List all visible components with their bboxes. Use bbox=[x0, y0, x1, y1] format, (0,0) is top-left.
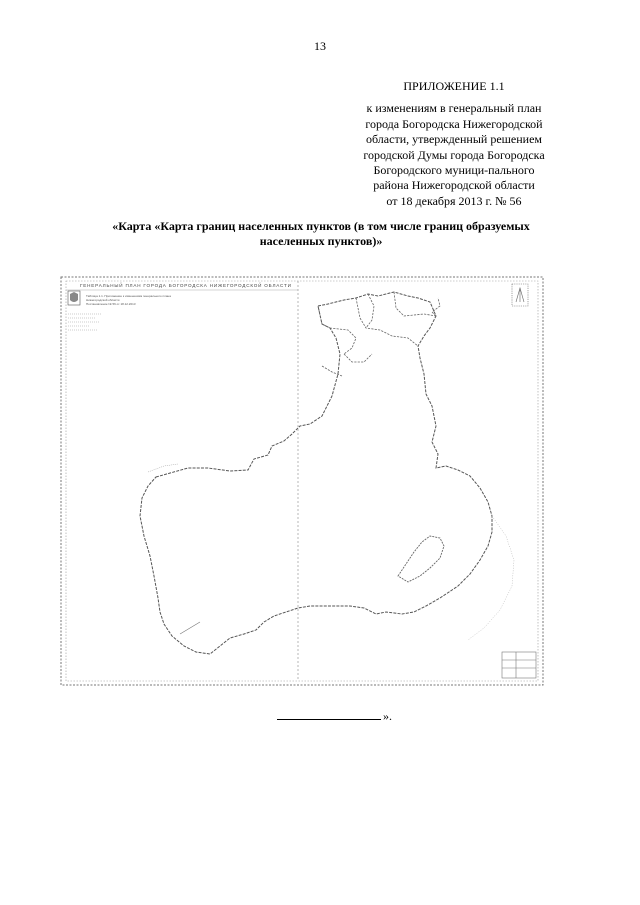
appendix-line: Богородского муници-пального bbox=[373, 163, 535, 178]
appendix-line: области, утвержденный решением bbox=[366, 132, 542, 147]
appendix-line: района Нижегородской области bbox=[373, 178, 535, 193]
appendix-line: к изменениям в генеральный план bbox=[366, 101, 542, 116]
appendix-heading: ПРИЛОЖЕНИЕ 1.1 bbox=[403, 79, 505, 93]
east-dashed-edge bbox=[468, 516, 514, 640]
closing-line bbox=[277, 708, 392, 724]
signature-blank bbox=[277, 708, 381, 720]
document-title-line: «Карта «Карта границ населенных пунктов (в том числе границ образуемых bbox=[112, 219, 530, 233]
map-figure bbox=[60, 276, 544, 686]
map-svg bbox=[60, 276, 544, 686]
map-outer-frame bbox=[61, 277, 543, 685]
river-line bbox=[180, 622, 200, 634]
document-title bbox=[88, 219, 554, 249]
north-arrow-icon bbox=[512, 284, 528, 306]
map-legend-line: Таблица 1.1. Приложение к изменениям генерального плана bbox=[86, 294, 171, 298]
page-number: 13 bbox=[314, 39, 326, 53]
appendix-line: города Богородска Нижегородской bbox=[365, 116, 543, 131]
lake-outline bbox=[398, 536, 444, 582]
appendix-line: городской Думы города Богородска bbox=[363, 147, 545, 162]
map-legend-marks bbox=[68, 314, 102, 330]
district-boundaries bbox=[318, 292, 440, 376]
map-legend-line: Постановление № 56 от 18.12.2013 bbox=[86, 302, 136, 306]
map-inner-frame bbox=[66, 281, 538, 681]
town-boundary bbox=[140, 292, 492, 654]
appendix-block bbox=[340, 79, 568, 209]
map-legend-line: Нижегородской области bbox=[86, 298, 120, 302]
appendix-line: от 18 декабря 2013 г. № 56 bbox=[386, 193, 522, 208]
map-header-text: ГЕНЕРАЛЬНЫЙ ПЛАН ГОРОДА БОГОРОДСКА НИЖЕГОРОДСКОЙ ОБЛАСТИ bbox=[80, 283, 292, 288]
coat-of-arms-icon bbox=[68, 291, 80, 305]
document-title-line: населенных пунктов)» bbox=[259, 234, 383, 248]
map-corner-stamp bbox=[502, 652, 536, 678]
closing-suffix: ». bbox=[383, 709, 392, 723]
river-line bbox=[148, 464, 178, 472]
